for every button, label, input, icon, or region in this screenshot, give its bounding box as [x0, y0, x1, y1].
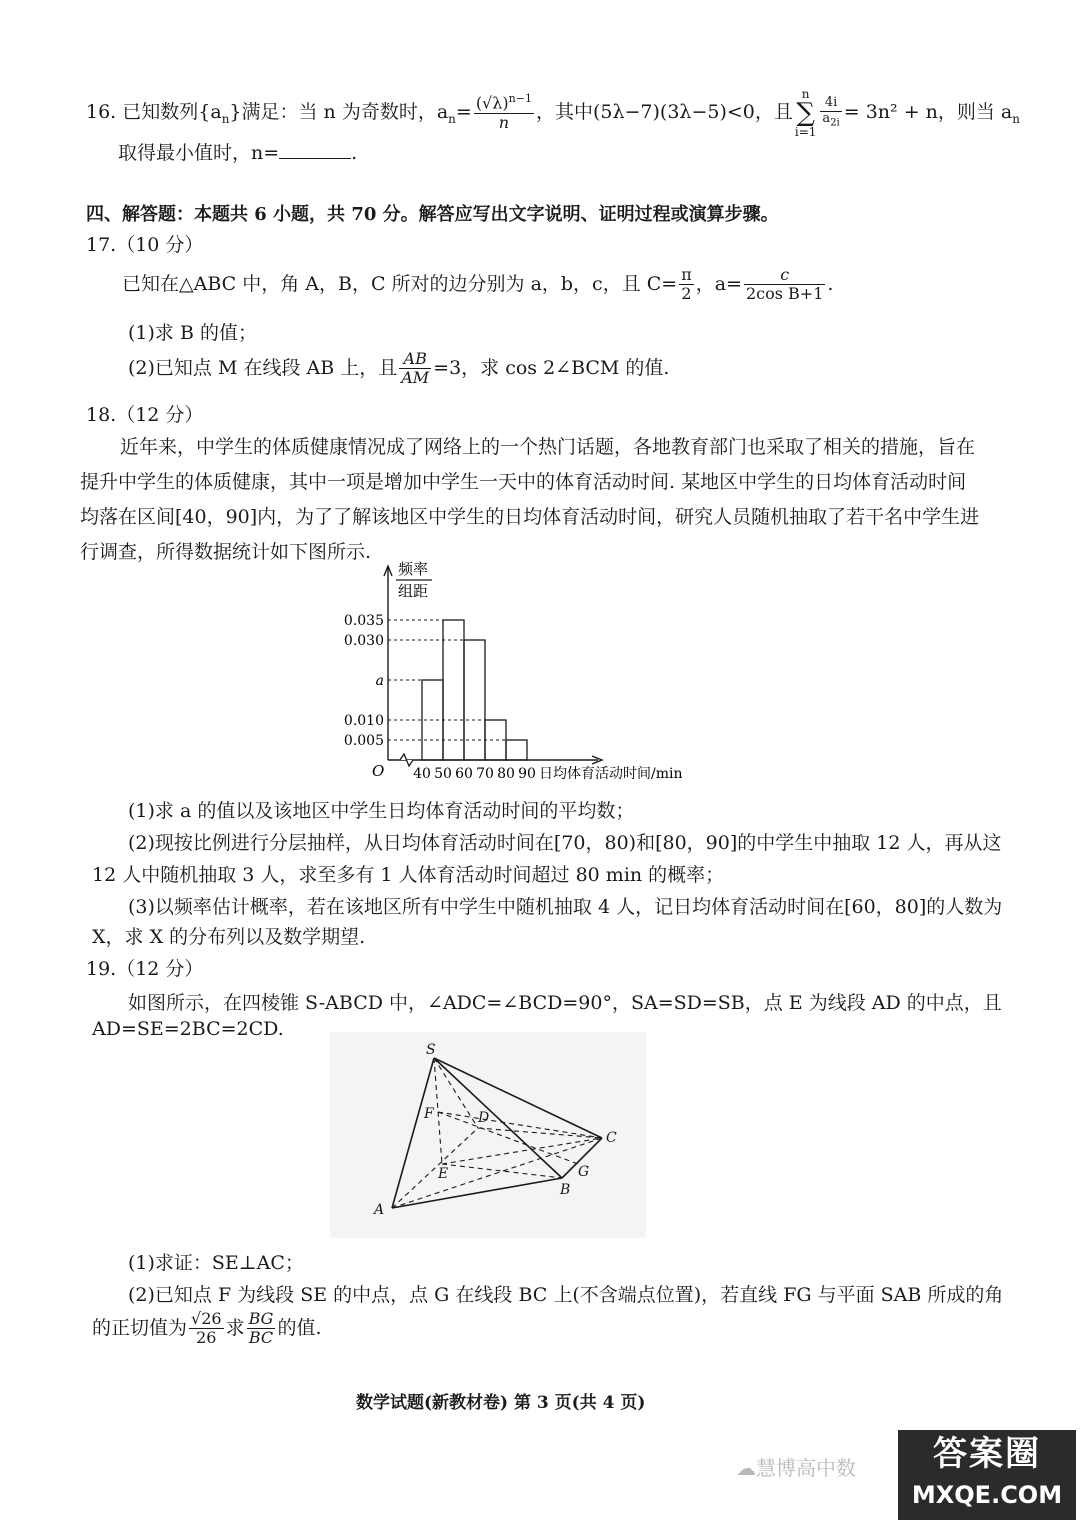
q19-label: 19.（12 分） [86, 958, 204, 980]
q17-text-a: 已知在△ABC 中，角 A，B，C 所对的边分别为 a，b，c，且 C= [122, 272, 678, 295]
point-C: C [606, 1130, 617, 1146]
q17-a-num: c [744, 266, 825, 285]
x-tick-label: 50 [434, 766, 452, 782]
logo-text: 答案圈 [933, 1434, 1041, 1474]
q19-bg-den: BC [248, 1328, 274, 1348]
q17-part2 [128, 350, 669, 388]
q18-paragraph: 近年来，中学生的体质健康情况成了网络上的一个热门话题，各地教育部门也采取了相关的措施，旨在提升中学生的体质健康，其中一项是增加中学生一天中的体育活动时间. 某地区中学生的日均体育活动时间均落在区间[40，90]内，为了了解该地区中学生的日均体育活动时间，研究人员随机抽取了若干名中学生进行调查，所得数据统计如下图所示. [80, 436, 980, 563]
q19-part3 [92, 1310, 321, 1348]
q16-sum-den-sub: 2i [830, 118, 840, 130]
wechat-text: 慧博高中数 [756, 1456, 856, 1480]
q18-part2b: 12 人中随机抽取 3 人，求至多有 1 人体育活动时间超过 80 min 的概率； [92, 864, 725, 886]
point-D: D [478, 1110, 490, 1126]
q17-text-c: . [827, 272, 834, 295]
q19-bg-frac [247, 1310, 276, 1348]
q17-p2-b: =3，求 cos 2∠BCM 的值. [433, 356, 670, 379]
wechat-watermark [736, 1452, 856, 1481]
sigma-icon: ∑ [796, 98, 815, 128]
point-B: B [560, 1182, 571, 1198]
q19-part1: (1)求证：SE⊥AC； [128, 1252, 304, 1274]
q16-sum-num: 4i [820, 96, 841, 112]
q19-tan-num: √26 [191, 1309, 222, 1328]
q16-formula-den: n [498, 113, 510, 133]
origin-label: O [372, 762, 385, 780]
q18-part3a: (3)以频率估计概率，若在该地区所有中学生中随机抽取 4 人，记日均体育活动时间在[60，80]的人数为 [128, 896, 1003, 918]
q19-line2: AD=SE=2BC=2CD. [92, 1018, 284, 1040]
logo-watermark [898, 1430, 1076, 1520]
histogram-bar [443, 620, 464, 760]
x-tick-label: 40 [413, 766, 431, 782]
q19-p3-b: 求 [225, 1316, 245, 1339]
q17-p2-a: (2)已知点 M 在线段 AB 上，且 [128, 356, 398, 379]
q16-line2 [118, 138, 357, 165]
q16-sum-top: n [801, 87, 810, 101]
q16-text-b: }满足：当 n 为奇数时，a [229, 101, 449, 123]
q17-ab-den: AM [401, 368, 430, 388]
edge-EC [442, 1138, 602, 1164]
point-E: E [438, 1166, 449, 1182]
q16-text-d: = 3n² + n，则当 a [843, 101, 1013, 123]
q16-sum-den: a [822, 111, 831, 127]
q18-part2a: (2)现按比例进行分层抽样，从日均体育活动时间在[70，80)和[80，90]的中学生中抽取 12 人，再从这 [128, 832, 1002, 854]
q17-part1: (1)求 B 的值； [128, 322, 257, 344]
q17-label: 17.（10 分） [86, 234, 204, 256]
x-tick-label: 90 [518, 766, 536, 782]
point-G: G [578, 1164, 590, 1180]
histogram-chart [330, 560, 750, 790]
x-axis-label: 日均体育活动时间/min [539, 766, 683, 782]
edge-SB [434, 1058, 562, 1178]
page-footer: 数学试题(新教材卷) 第 3 页(共 4 页) [356, 1393, 646, 1413]
q16-sub: n [221, 111, 230, 126]
edge-SE [434, 1058, 442, 1164]
q18-part1: (1)求 a 的值以及该地区中学生日均体育活动时间的平均数； [128, 800, 635, 822]
point-A: A [374, 1202, 385, 1218]
pyramid-figure [330, 1032, 646, 1238]
point-F: F [424, 1106, 434, 1122]
edge-FC [438, 1112, 602, 1138]
histogram-bar [506, 740, 527, 760]
edge-AD [392, 1128, 478, 1208]
q19-bg-num: BG [248, 1309, 274, 1328]
edge-FG [438, 1112, 578, 1164]
q17-pi-num: π [681, 265, 692, 284]
q19-p3-c: 的值. [277, 1316, 322, 1339]
q18-label: 18.（12 分） [86, 404, 204, 426]
y-tick-label: 0.030 [343, 633, 384, 649]
y-tick-label: 0.010 [343, 713, 384, 729]
q18-part3b: X，求 X 的分布列以及数学期望. [92, 926, 366, 948]
q16-text-a: 16. 已知数列{a [86, 101, 222, 123]
y-label-bottom: 组距 [398, 582, 429, 600]
q16-sum-bottom: i=1 [794, 125, 817, 139]
q17-ab-frac [399, 350, 431, 388]
edge-SA [392, 1058, 434, 1208]
wechat-icon: ☁ [736, 1456, 756, 1480]
q16-sub2: n [448, 111, 456, 126]
q16-sum [795, 88, 817, 138]
q16-line2-end: . [351, 142, 358, 164]
logo-site: MXQE.COM [911, 1481, 1063, 1509]
q16-line2-text: 取得最小值时，n= [118, 142, 280, 164]
q19-part2: (2)已知点 F 为线段 SE 的中点，点 G 在线段 BC 上(不含端点位置)，若直线 FG 与平面 SAB 所成的角 [128, 1284, 1004, 1306]
q17-pi-frac [679, 266, 694, 304]
q19-tan-frac [189, 1310, 224, 1348]
q17-pi-den: 2 [681, 284, 692, 304]
q19-line1: 如图所示，在四棱锥 S-ABCD 中，∠ADC=∠BCD=90°，SA=SD=SB，点 E 为线段 AD 的中点，且 [128, 992, 1002, 1014]
q16-formula-num: (√λ) [475, 93, 509, 113]
q17-text-b: ，a= [695, 272, 742, 295]
edge-EB [442, 1164, 562, 1178]
point-S: S [426, 1042, 436, 1058]
x-tick-label: 80 [497, 766, 515, 782]
q16-line1: 16. 已知数列$\{a_n\}$满足：当 n 为奇数时，$a_n=$ $\frac{(√\lambda)^{n-1}}{n}$ ，其中(5λ−7)(3λ−5)<0，且n ∑ i=1 $\frac{4i}{a_{2i}}$ = 3n² + n，则当 $a_n$ [86, 87, 1020, 139]
section4-heading: 四、解答题：本题共 6 小题，共 70 分。解答应写出文字说明、证明过程或演算步骤。 [86, 204, 779, 225]
x-tick-label: 60 [455, 766, 473, 782]
q16-answer-blank[interactable] [279, 144, 351, 159]
y-tick-label: 0.005 [343, 733, 384, 749]
y-tick-label: 0.035 [343, 613, 384, 629]
q16-sum-frac [820, 96, 841, 129]
edge-AB [392, 1178, 562, 1208]
q17-a-frac [744, 266, 825, 304]
y-label-top: 频率 [398, 560, 429, 578]
q19-p3-a: 的正切值为 [92, 1316, 188, 1339]
q16-formula [474, 93, 534, 132]
q17-ab-num: AB [399, 350, 431, 369]
q16-text-c: ，其中(5λ−7)(3λ−5)<0，且 [535, 101, 793, 123]
edge-AC [392, 1138, 602, 1208]
x-tick-label: 70 [476, 766, 494, 782]
axis-break-icon [400, 754, 413, 766]
y-tick-label: a [375, 673, 384, 689]
q16-sub3: n [1012, 111, 1020, 126]
q17-a-den: 2cos B+1 [745, 284, 824, 304]
q16-formula-exp: n−1 [508, 92, 532, 106]
q17-stem [122, 266, 833, 304]
q19-tan-den: 26 [196, 1328, 217, 1348]
histogram-bar [464, 640, 485, 760]
